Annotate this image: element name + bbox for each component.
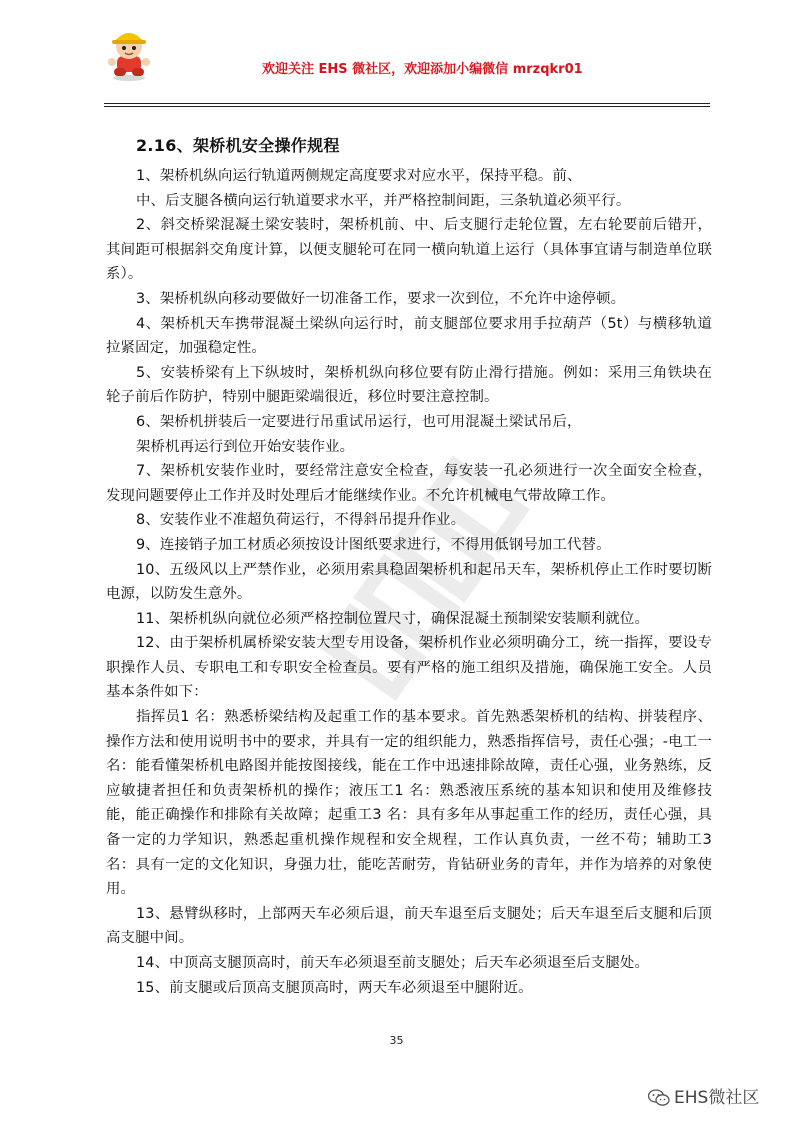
paragraph: 1、架桥机纵向运行轨道两侧规定高度要求对应水平，保持平稳。前、 bbox=[136, 168, 582, 184]
paragraph-list bbox=[106, 164, 712, 1000]
section-title: 2.16、架桥机安全操作规程 bbox=[136, 136, 340, 155]
paragraph: 9、连接销子加工材质必须按设计图纸要求进行，不得用低钢号加工代替。 bbox=[136, 536, 611, 553]
footer-brand-label: EHS微社区 bbox=[674, 1088, 760, 1108]
paragraph: 指挥员1 名：熟悉桥梁结构及起重工作的基本要求。首先熟悉架桥机的结构、拼装程序、操作方法和使用说明书中的要求，并具有一定的组织能力，熟悉指挥信号，责任心强；-电工一名：能看懂架桥机电路图并能按图接线，能在工作中迅速排除故障，责任心强，业务熟练，反应敏捷者担任和负责架桥机的操作；液压工1 名：熟悉液压系统的基本知识和使用及维修技能，能正确操作和排除有关故障；起重工3 名：具有多年从事起重工作的经历，责任心强，具备一定的力学知识，熟悉起重机操作规程和安全规程，工作认真负责，一丝不苟；辅助工3 名：具有一定的文化知识，身强力壮，能吃苦耐劳，肯钻研业务的青年，并作为培养的对象使用。 bbox=[106, 709, 712, 898]
header-divider-secondary bbox=[104, 106, 710, 107]
header-banner-text: 欢迎关注 EHS 微社区，欢迎添加小编微信 mrzqkr01 bbox=[262, 62, 583, 77]
paragraph: 3、架桥机纵向移动要做好一切准备工作，要求一次到位，不允许中途停顿。 bbox=[136, 290, 626, 307]
header-divider bbox=[104, 103, 710, 104]
paragraph: 11、架桥机纵向就位必须严格控制位置尺寸，确保混凝土预制梁安装顺利就位。 bbox=[136, 610, 649, 627]
wechat-icon bbox=[648, 1089, 670, 1107]
footer-brand bbox=[648, 1083, 759, 1108]
paragraph: 2、斜交桥梁混凝土梁安装时，架桥机前、中、后支腿行走轮位置，左右轮要前后错开，其间距可根据斜交角度计算，以便支腿轮可在同一横向轨道上运行（具体事宜请与制造单位联系）。 bbox=[106, 217, 712, 283]
paragraph: 8、安装作业不准超负荷运行，不得斜吊提升作业。 bbox=[136, 512, 466, 529]
paragraph: 6、架桥机拼装后一定要进行吊重试吊运行，也可用混凝土梁试吊后， bbox=[136, 413, 582, 430]
paragraph: 12、由于架桥机属桥梁安装大型专用设备，架桥机作业必须明确分工，统一指挥，要设专职操作人员、专职电工和专职安全检查员。要有严格的施工组织及措施，确保施工安全。人员基本条件如下： bbox=[106, 635, 712, 701]
paragraph: 10、五级风以上严禁作业，必须用索具稳固架桥机和起吊天车，架桥机停止工作时要切断电源，以防发生意外。 bbox=[106, 561, 712, 603]
paragraph: 中、后支腿各横向运行轨道要求水平，并严格控制间距，三条轨道必须平行。 bbox=[136, 192, 631, 209]
paragraph: 13、悬臂纵移时，上部两天车必须后退，前天车退至后支腿处；后天车退至后支腿和后顶高支腿中间。 bbox=[106, 905, 712, 947]
paragraph: 15、前支腿或后顶高支腿顶高时，两天车必须退至中腿附近。 bbox=[136, 979, 533, 996]
mascot-logo-icon bbox=[104, 22, 154, 82]
document-body bbox=[106, 135, 712, 1000]
paragraph: 7、架桥机安装作业时，要经常注意安全检查，每安装一孔必须进行一次全面安全检查，发现问题要停止工作并及时处理后才能继续作业。不允许机械电气带故障工作。 bbox=[106, 463, 712, 504]
paragraph: 架桥机再运行到位开始安装作业。 bbox=[136, 438, 355, 455]
page-number: 35 bbox=[389, 1034, 404, 1047]
paragraph: 5、安装桥梁有上下纵坡时，架桥机纵向移位要有防止滑行措施。例如：采用三角铁块在轮子前后作防护，特别中腿距梁端很近，移位时要注意控制。 bbox=[106, 364, 712, 406]
paragraph: 14、中顶高支腿顶高时，前天车必须退至前支腿处；后天车必须退至后支腿处。 bbox=[136, 955, 649, 971]
paragraph: 4、架桥机天车携带混凝土梁纵向运行时，前支腿部位要求用手拉葫芦（5t）与横移轨道拉紧固定，加强稳定性。 bbox=[106, 315, 712, 357]
